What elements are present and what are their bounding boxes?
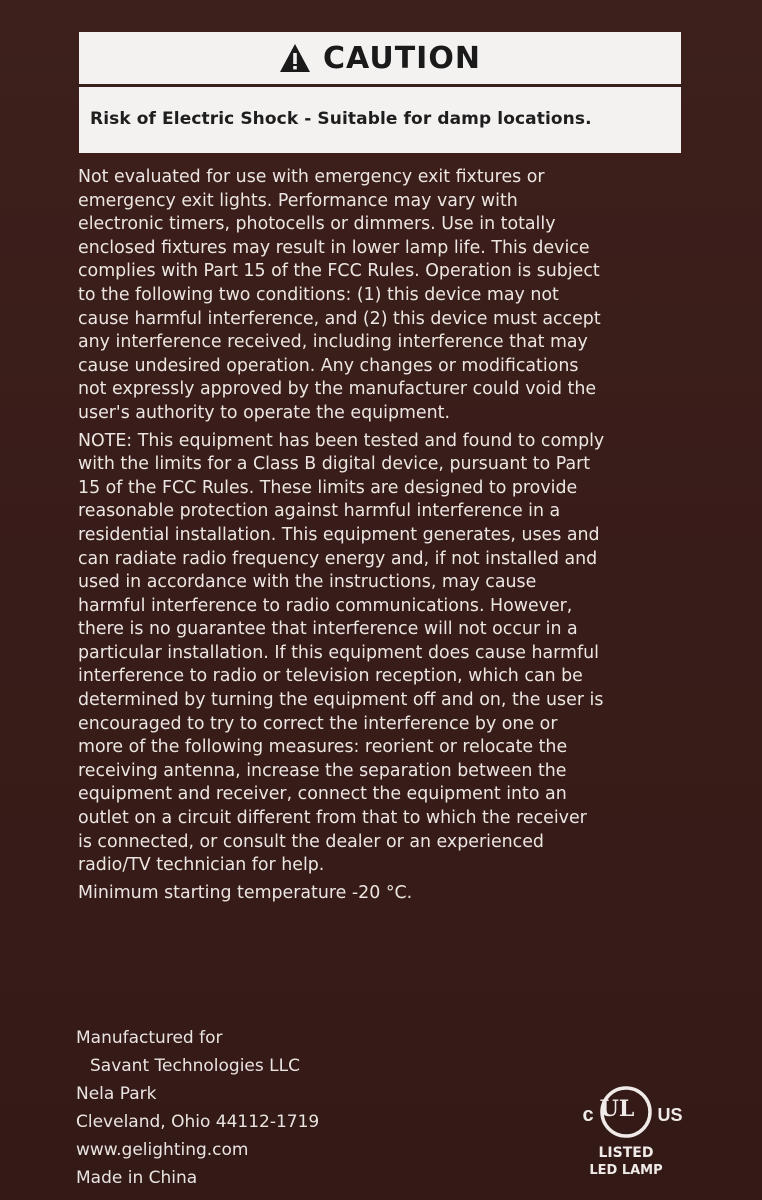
text-line: there is no guarantee that interference will not occur in a xyxy=(78,619,578,640)
text-line: outlet on a circuit different from that to which the receiver xyxy=(78,808,587,829)
text-line: more of the following measures: reorient or relocate the xyxy=(78,737,568,758)
caution-title: CAUTION xyxy=(323,40,481,76)
text-line: electronic timers, photocells or dimmers. Use in totally xyxy=(78,214,556,235)
caution-header xyxy=(79,32,681,84)
manufactured-for-label: Manufactured for xyxy=(76,1028,223,1048)
ul-logo-icon xyxy=(578,1080,688,1144)
ul-c-letter: c xyxy=(582,1104,594,1126)
caution-text: Risk of Electric Shock - Suitable for damp locations. xyxy=(90,109,592,129)
text-line: equipment and receiver, connect the equipment into an xyxy=(78,784,567,805)
manufacturer-info xyxy=(76,1024,319,1192)
caution-box xyxy=(79,32,681,153)
text-line: to the following two conditions: (1) this device may not xyxy=(78,284,559,305)
text-line: complies with Part 15 of the FCC Rules. Operation is subject xyxy=(78,261,600,282)
company-name: Savant Technologies LLC xyxy=(90,1056,300,1076)
paragraph-fixture-notice xyxy=(78,166,688,426)
fcc-notice xyxy=(78,166,688,909)
text-line: reasonable protection against harmful interference in a xyxy=(78,501,561,522)
text-line: any interference received, including interference that may xyxy=(78,332,588,353)
paragraph-fcc-note xyxy=(78,430,688,878)
text-line: receiving antenna, increase the separation between the xyxy=(78,760,567,781)
text-line: encouraged to try to correct the interference by one or xyxy=(78,713,558,734)
country-of-origin: Made in China xyxy=(76,1168,198,1188)
text-line: NOTE: This equipment has been tested and found to comply xyxy=(78,430,605,451)
ul-us-letters: US xyxy=(657,1105,683,1125)
address-line-1: Nela Park xyxy=(76,1084,157,1104)
text-line: particular installation. If this equipment does cause harmful xyxy=(78,642,599,663)
ul-u-letter: UL xyxy=(599,1096,635,1122)
text-line: radio/TV technician for help. xyxy=(78,855,325,876)
text-line: residential installation. This equipment generates, uses and xyxy=(78,524,600,545)
text-line: 15 of the FCC Rules. These limits are designed to provide xyxy=(78,477,578,498)
text-line: with the limits for a Class B digital device, pursuant to Part xyxy=(78,454,591,475)
text-line: Minimum starting temperature -20 °C. xyxy=(78,882,413,903)
text-line: cause undesired operation. Any changes or modifications xyxy=(78,355,579,376)
listed-label-block xyxy=(578,1144,674,1180)
text-line: used in accordance with the instructions, may cause xyxy=(78,572,537,593)
text-line: Not evaluated for use with emergency exit fixtures or xyxy=(78,167,545,187)
listed-label: LISTED xyxy=(598,1145,654,1161)
text-line: enclosed fixtures may result in lower lamp life. This device xyxy=(78,237,590,258)
text-line: determined by turning the equipment off and on, the user is xyxy=(78,690,604,711)
paragraph-temperature xyxy=(78,882,688,906)
text-line: not expressly approved by the manufacturer could void the xyxy=(78,379,597,400)
text-line: interference to radio or television reception, which can be xyxy=(78,666,583,687)
text-line: is connected, or consult the dealer or an experienced xyxy=(78,831,544,852)
address-line-2: Cleveland, Ohio 44112-1719 xyxy=(76,1112,320,1132)
text-line: emergency exit lights. Performance may vary with xyxy=(78,190,518,211)
warning-triangle-icon xyxy=(279,43,311,73)
product-type-label: LED LAMP xyxy=(589,1163,663,1178)
text-line: cause harmful interference, and (2) this device must accept xyxy=(78,308,601,329)
text-line: user's authority to operate the equipment. xyxy=(78,402,451,423)
text-line: can radiate radio frequency energy and, if not installed and xyxy=(78,548,598,569)
text-line: harmful interference to radio communications. However, xyxy=(78,595,573,616)
website: www.gelighting.com xyxy=(76,1140,249,1160)
